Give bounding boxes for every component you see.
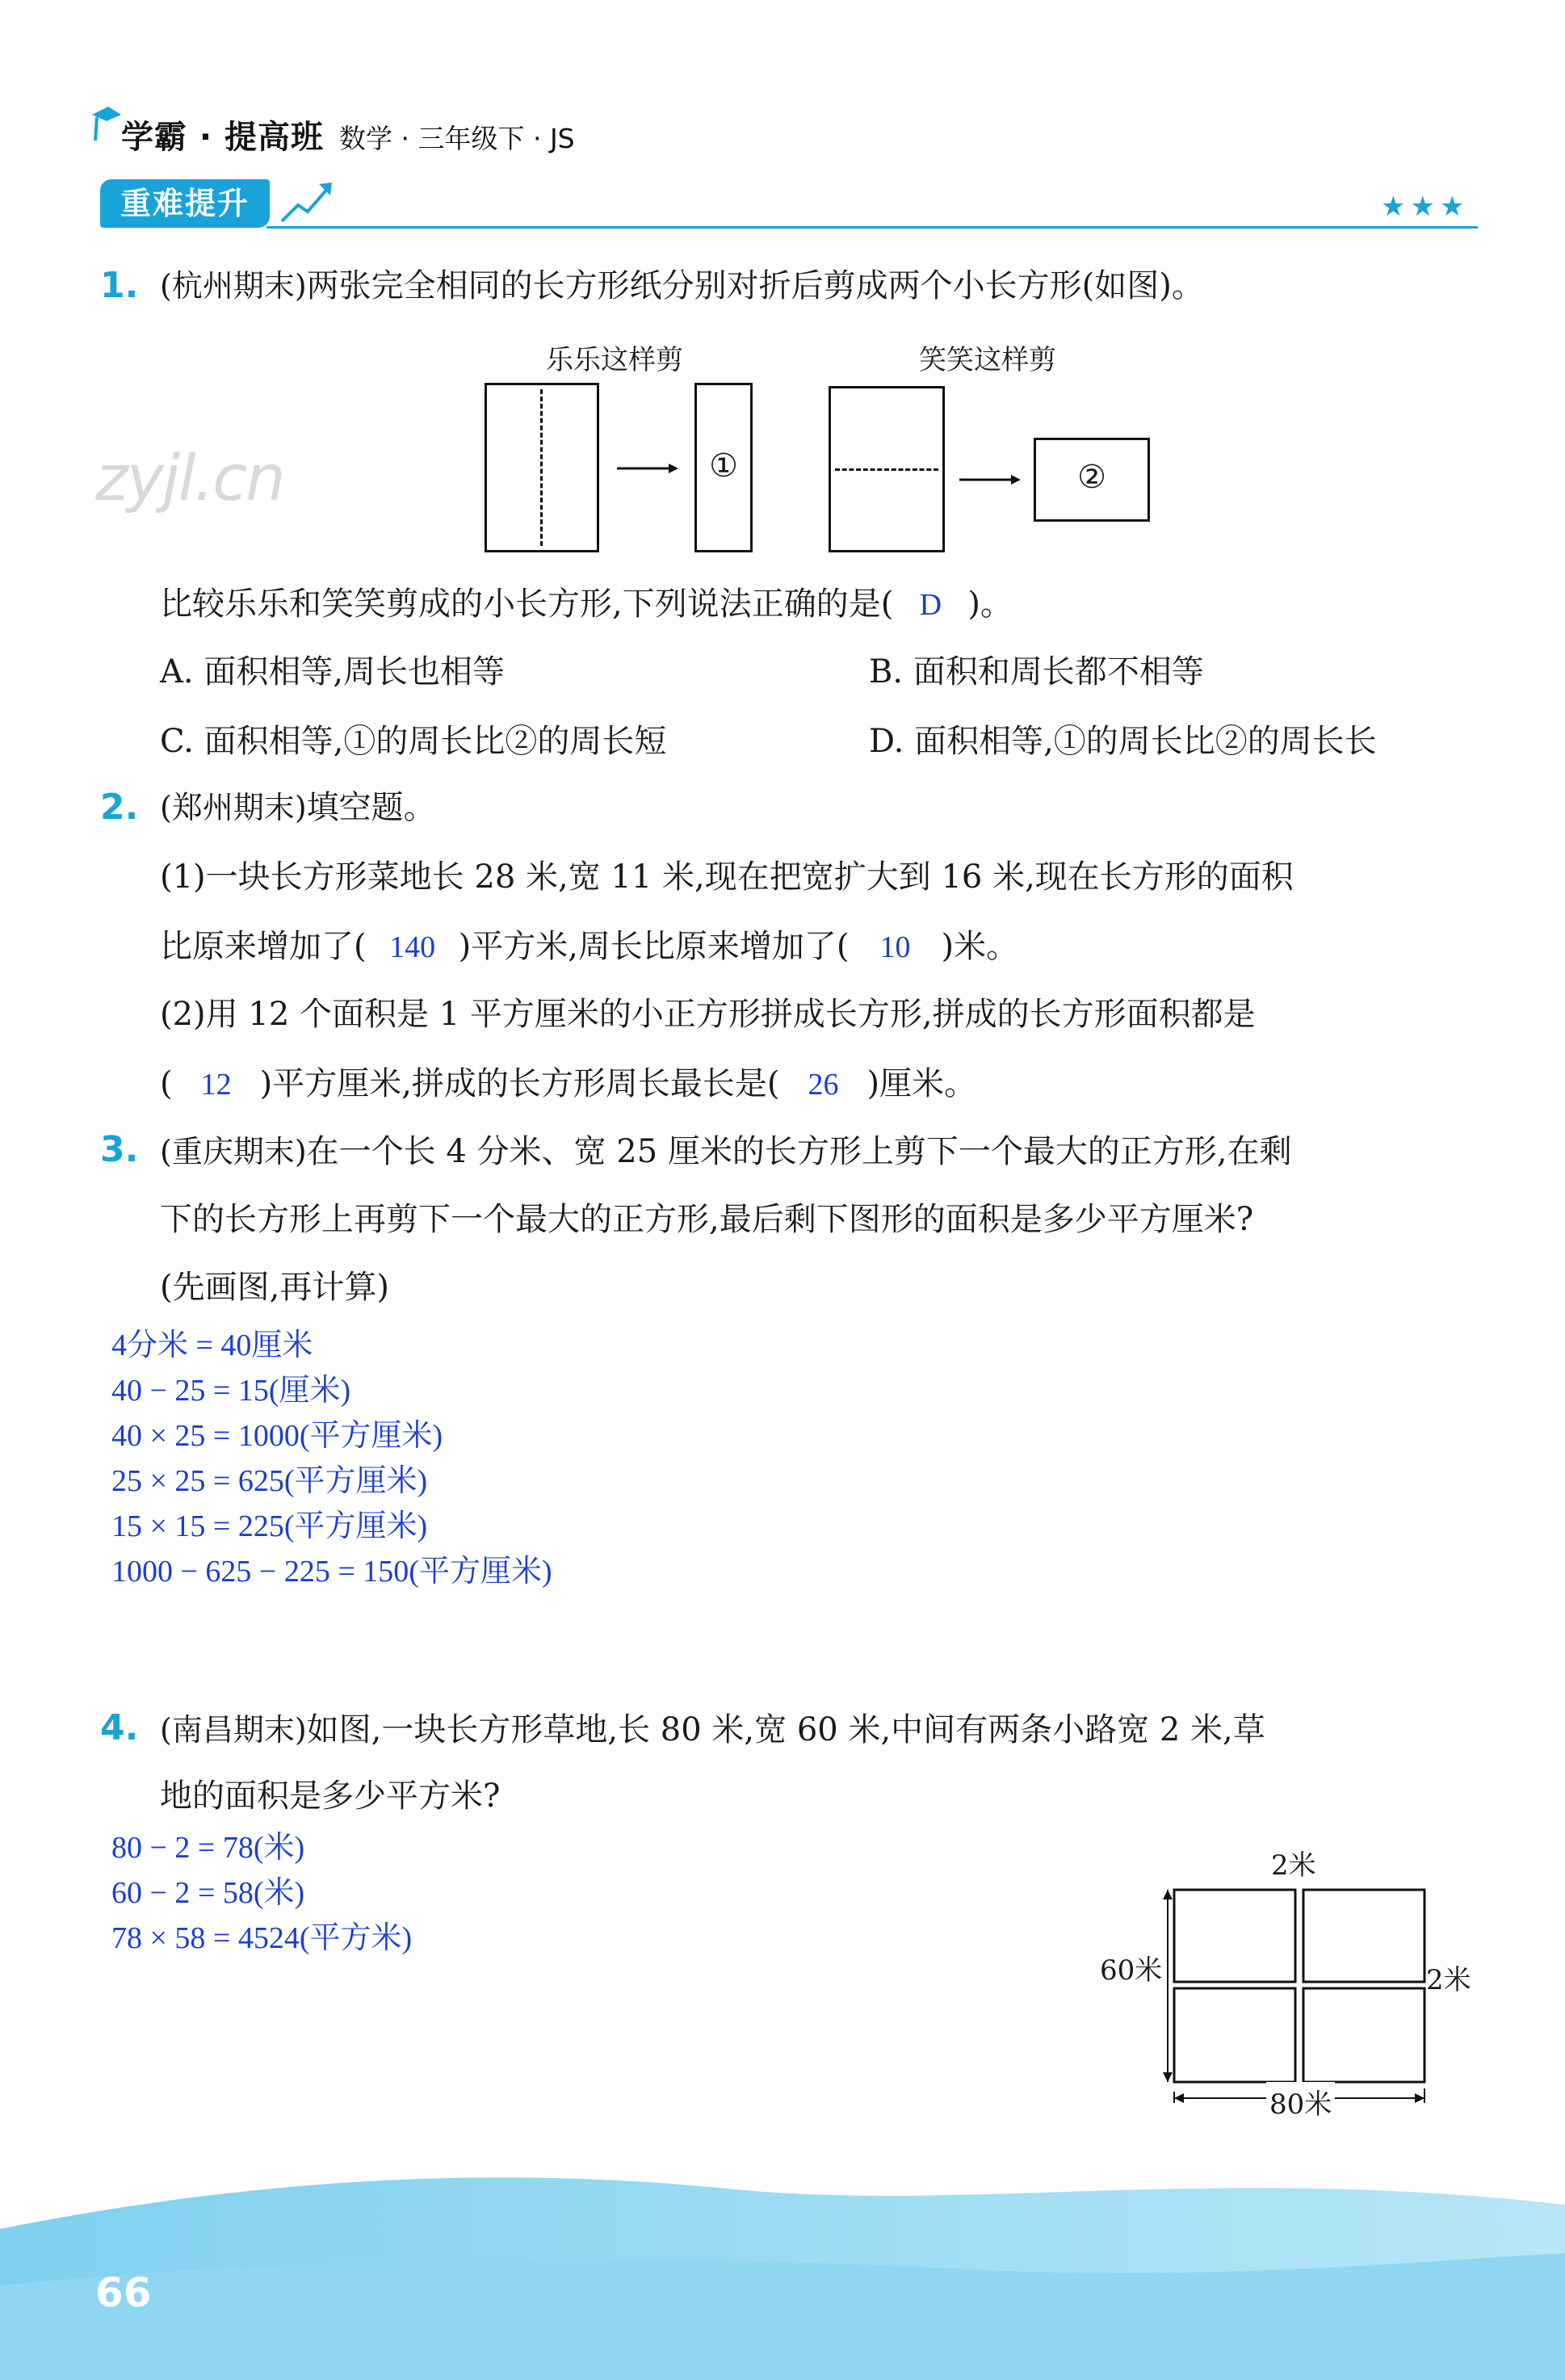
q3-number: 3. — [100, 1129, 139, 1170]
q3-line1 — [160, 1132, 1292, 1171]
header-divider — [266, 226, 1478, 229]
q4-lawn-diagram — [1145, 1857, 1460, 2116]
q3-answer-line: 1000 − 625 − 225 = 150(平方厘米) — [111, 1555, 552, 1589]
q4-source: (南昌期末) — [160, 1712, 307, 1748]
q1-label-lele: 乐乐这样剪 — [546, 344, 683, 376]
mark-2: ② — [1077, 459, 1106, 496]
q2-p1-line1: (1)一块长方形菜地长 28 米,宽 11 米,现在把宽扩大到 16 米,现在长方形的面积 — [160, 858, 1294, 896]
q2-p2-text-b: )平方厘米,拼成的长方形周长最长是( — [259, 1065, 780, 1102]
brand-title: 学霸 · 提高班 — [121, 119, 325, 156]
footer-wave — [0, 2132, 1565, 2380]
q1-question-pre: 比较乐乐和笑笑剪成的小长方形,下列说法正确的是( — [160, 586, 894, 623]
q2-p2-line1: (2)用 12 个面积是 1 平方厘米的小正方形拼成长方形,拼成的长方形面积都是 — [160, 996, 1256, 1033]
q4-label-bottom: 80米 — [1266, 2082, 1335, 2122]
q3-line2: 下的长方形上再剪下一个最大的正方形,最后剩下图形的面积是多少平方厘米? — [160, 1201, 1254, 1238]
q1-option-a: A. 面积相等,周长也相等 — [160, 653, 506, 690]
arrow-right-icon — [615, 460, 680, 476]
q3-line3: (先画图,再计算) — [160, 1269, 389, 1306]
q4-answer-line: 80 − 2 = 78(米) — [111, 1831, 305, 1865]
q1-stem — [160, 267, 1204, 305]
q3-answer-line: 40 × 25 = 1000(平方厘米) — [111, 1419, 443, 1453]
q2-p1-text-c: )米。 — [941, 928, 1019, 965]
q2-p2-line2 — [160, 1064, 976, 1104]
q2-p2-answer2: 26 — [808, 1068, 839, 1102]
q2-p1-text-b: )平方米,周长比原来增加了( — [458, 928, 850, 965]
q2-p1-text-a: 比原来增加了( — [160, 928, 367, 965]
q4-label-top: 2米 — [1271, 1843, 1316, 1883]
q2-p1-answer2: 10 — [879, 930, 911, 964]
q4-line1 — [160, 1710, 1265, 1749]
q1-source: (杭州期末) — [160, 268, 307, 304]
q3-answer-line: 25 × 25 = 625(平方厘米) — [111, 1464, 428, 1498]
q2-number: 2. — [100, 787, 139, 828]
q2-stem — [160, 788, 436, 827]
q2-p1-answer1: 140 — [389, 930, 436, 964]
watermark: zyjl.cn — [95, 443, 284, 515]
trend-arrow-icon — [279, 178, 335, 226]
q1-question-post: )。 — [967, 586, 1013, 623]
graduation-cap-icon — [90, 103, 123, 144]
q1-question — [160, 585, 1013, 624]
q3-line1-text: 在一个长 4 分米、宽 25 厘米的长方形上剪下一个最大的正方形,在剩 — [306, 1133, 1292, 1170]
q4-answer-line: 78 × 58 = 4524(平方米) — [111, 1921, 413, 1955]
xiaoxiao-fold-line — [835, 468, 938, 471]
q3-answer-line: 40 − 25 = 15(厘米) — [111, 1374, 351, 1408]
page-number: 66 — [95, 2269, 152, 2316]
q1-option-c: C. 面积相等,①的周长比②的周长短 — [160, 723, 667, 760]
q4-label-right: 2米 — [1426, 1964, 1471, 1996]
q4-number: 4. — [100, 1707, 139, 1748]
q4-line2: 地的面积是多少平方米? — [160, 1778, 501, 1815]
q1-number: 1. — [100, 265, 139, 306]
q2-p1-line2 — [160, 927, 1018, 967]
q4-line1-text: 如图,一块长方形草地,长 80 米,宽 60 米,中间有两条小路宽 2 米,草 — [306, 1711, 1265, 1748]
difficulty-stars: ★★★ — [1381, 191, 1470, 223]
subject-label: 数学 · 三年级下 · JS — [339, 123, 575, 154]
q2-source: (郑州期末) — [160, 790, 307, 825]
q3-source: (重庆期末) — [160, 1134, 307, 1169]
section-tab: 重难提升 — [100, 179, 270, 228]
q3-answer-line: 4分米 = 40厘米 — [111, 1329, 313, 1362]
q2-p2-text-c: )厘米。 — [866, 1065, 977, 1102]
q1-text: 两张完全相同的长方形纸分别对折后剪成两个小长方形(如图)。 — [306, 267, 1204, 304]
arrow-right-icon — [958, 472, 1022, 488]
q2-text: 填空题。 — [306, 789, 436, 826]
q1-option-b: B. 面积和周长都不相等 — [869, 653, 1204, 690]
q4-label-left: 60米 — [1100, 1954, 1163, 1987]
mark-1: ① — [709, 447, 738, 485]
lele-fold-line — [540, 389, 543, 546]
q1-option-d: D. 面积相等,①的周长比②的周长长 — [869, 723, 1377, 760]
q2-p2-answer1: 12 — [200, 1068, 232, 1102]
q4-answer-line: 60 − 2 = 58(米) — [111, 1876, 305, 1910]
q1-answer: D — [919, 588, 942, 622]
q2-p2-text-a: ( — [160, 1065, 173, 1102]
q3-answer-line: 15 × 15 = 225(平方厘米) — [111, 1509, 428, 1543]
q1-label-xiaoxiao: 笑笑这样剪 — [919, 344, 1056, 376]
